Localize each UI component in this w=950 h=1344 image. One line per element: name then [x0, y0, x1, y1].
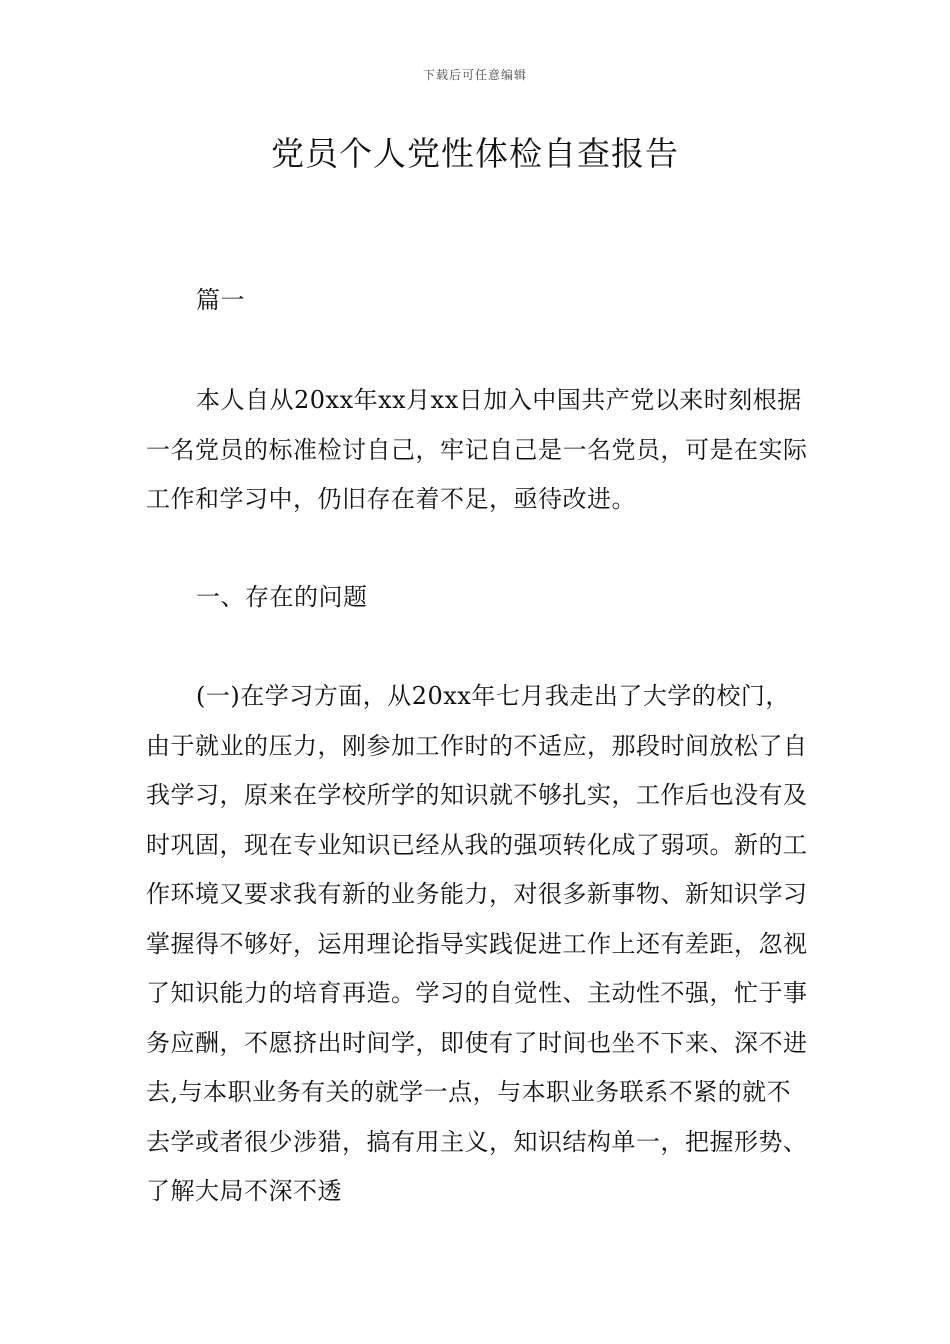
problems-heading: 一、存在的问题 — [196, 583, 368, 611]
section-label: 篇一 — [196, 286, 245, 314]
document-title: 党员个人党性体检自查报告 — [271, 134, 679, 173]
intro-paragraph: 本人自从20xx年xx月xx日加入中国共产党以来时刻根据一名党员的标准检讨自己，牢记自己是一名党员，可是在实际工作和学习中，仍旧存在着不足，亟待改进。 — [146, 386, 808, 513]
study-paragraph: (一)在学习方面，从20xx年七月我走出了大学的校门，由于就业的压力，刚参加工作时的不适应，那段时间放松了自我学习，原来在学校所学的知识就不够扎实，工作后也没有及时巩固，现在专业知识已经从我的强项转化成了弱项。新的工作环境又要求我有新的业务能力，对很多新事物、新知识学习掌握得不够好，运用理论指导实践促进工作上还有差距，忽视了知识能力的培育再造。学习的自觉性、主动性不强，忙于事务应酬，不愿挤出时间学，即使有了时间也坐不下来、深不进去,与本职业务有关的就学一点，与本职业务联系不紧的就不去学或者很少涉猎，搞有用主义，知识结构单一，把握形势、了解大局不深不透 — [146, 682, 808, 1205]
header-note: 下载后可任意编辑 — [422, 68, 527, 82]
